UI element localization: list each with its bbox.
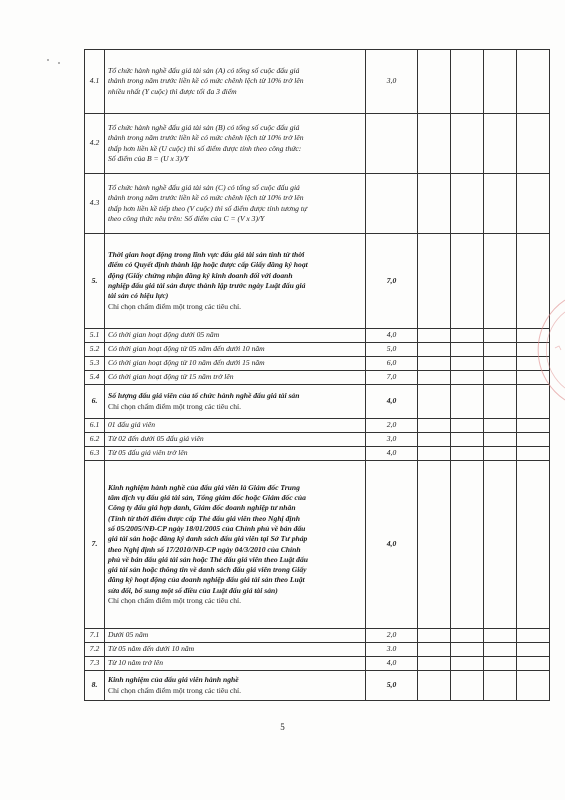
- score-input-cell[interactable]: [451, 114, 484, 174]
- max-score: 4,0: [366, 329, 418, 343]
- score-input-cell[interactable]: [517, 419, 550, 433]
- criterion-number: 5.2: [85, 343, 105, 357]
- criterion-line: 01 đấu giá viên: [108, 420, 156, 430]
- criterion-line: Có thời gian hoạt động dưới 05 năm: [108, 330, 220, 340]
- score-input-cell[interactable]: [517, 657, 550, 671]
- score-input-cell[interactable]: [418, 447, 451, 461]
- max-score: [366, 174, 418, 234]
- score-input-cell[interactable]: [484, 447, 517, 461]
- criterion-line: số 05/2005/NĐ-CP ngày 18/01/2005 của Chính phủ về bán đấu: [108, 523, 306, 533]
- score-input-cell[interactable]: [418, 433, 451, 447]
- criterion-line: theo Nghị định số 17/2010/NĐ-CP ngày 04/3/2010 của Chính: [108, 544, 301, 554]
- criterion-number: 7.2: [85, 643, 105, 657]
- max-score: 6,0: [366, 357, 418, 371]
- max-score: 5,0: [366, 343, 418, 357]
- table-row: [85, 357, 550, 371]
- score-input-cell[interactable]: [517, 447, 550, 461]
- score-input-cell[interactable]: [484, 461, 517, 629]
- scan-speck: [58, 62, 60, 64]
- criterion-line: Chỉ chọn chấm điểm một trong các tiêu chí.: [108, 685, 242, 695]
- table-row: [85, 343, 550, 357]
- criterion-line: theo công thức nêu trên: Số điểm của C = (V x 3)/Y: [108, 213, 265, 223]
- score-input-cell[interactable]: [451, 433, 484, 447]
- table-row: [85, 50, 550, 114]
- score-input-cell[interactable]: [418, 174, 451, 234]
- criterion-number: 7.: [85, 461, 105, 629]
- score-input-cell[interactable]: [484, 50, 517, 114]
- criterion-text: [105, 629, 366, 643]
- criterion-number: 6.: [85, 385, 105, 419]
- score-input-cell[interactable]: [451, 234, 484, 329]
- criterion-line: Có thời gian hoạt động từ 05 năm đến dưới 10 năm: [108, 344, 265, 354]
- score-input-cell[interactable]: [451, 50, 484, 114]
- max-score: 4,0: [366, 657, 418, 671]
- criterion-line: Tổ chức hành nghề đấu giá tài sản (C) có tổng số cuộc đấu giá: [108, 182, 300, 192]
- criterion-number: 6.1: [85, 419, 105, 433]
- criterion-line: thấp hơn liền kề (U cuộc) thì số điểm được tính theo công thức:: [108, 143, 302, 153]
- score-input-cell[interactable]: [517, 671, 550, 701]
- criterion-text: [105, 419, 366, 433]
- score-input-cell[interactable]: [517, 461, 550, 629]
- score-input-cell[interactable]: [451, 629, 484, 643]
- criterion-line: nghiệp đấu giá tài sản được thành lập trước ngày Luật đấu giá: [108, 281, 306, 290]
- table-row: [85, 671, 550, 701]
- criterion-line: Chỉ chọn chấm điểm một trong các tiêu chí.: [108, 301, 242, 311]
- criterion-line: giá tài sản hoặc đăng ký danh sách đấu giá viên tại Sở Tư pháp: [108, 534, 308, 544]
- criterion-line: thành trong năm trước liền kề có mức chênh lệch từ 10% trở lên: [108, 133, 304, 143]
- criterion-number: 8.: [85, 671, 105, 701]
- criterion-line: Kinh nghiệm của đấu giá viên hành nghề: [108, 675, 239, 685]
- max-score: 3,0: [366, 50, 418, 114]
- score-input-cell[interactable]: [418, 50, 451, 114]
- score-input-cell[interactable]: [418, 114, 451, 174]
- scoring-table: [84, 49, 550, 701]
- table-row: [85, 385, 550, 419]
- score-input-cell[interactable]: [484, 629, 517, 643]
- score-input-cell[interactable]: [451, 329, 484, 343]
- score-input-cell[interactable]: [517, 114, 550, 174]
- criterion-line: Chỉ chọn chấm điểm một trong các tiêu chí.: [108, 401, 242, 411]
- criterion-line: giá tài sản hoặc thông tin về danh sách đấu giá viên trong Giấy: [108, 565, 307, 575]
- criterion-line: Từ 05 đấu giá viên trở lên: [108, 448, 188, 458]
- table-row: [85, 114, 550, 174]
- criterion-text: [105, 174, 366, 234]
- criterion-line: Số điểm của B = (U x 3)/Y: [108, 153, 189, 163]
- score-input-cell[interactable]: [451, 385, 484, 419]
- scan-speck: [47, 59, 49, 61]
- criterion-number: 6.2: [85, 433, 105, 447]
- criterion-line: Dưới 05 năm: [108, 630, 149, 640]
- score-input-cell[interactable]: [517, 174, 550, 234]
- score-input-cell[interactable]: [484, 357, 517, 371]
- criterion-line: thấp hơn liền kề tiếp theo (V cuộc) thì số điểm được tính tương tự: [108, 203, 308, 213]
- criterion-line: Thời gian hoạt động trong lĩnh vực đấu giá tài sản tính từ thời: [108, 250, 305, 260]
- max-score: 2,0: [366, 419, 418, 433]
- table-row: [85, 461, 550, 629]
- max-score: 7,0: [366, 371, 418, 385]
- criterion-text: [105, 385, 366, 419]
- criterion-line: nhiều nhất (Y cuộc) thì được tối đa 3 điểm: [108, 86, 237, 96]
- criterion-line: Kinh nghiệm hành nghề của đấu giá viên là Giám đốc Trung: [108, 482, 300, 492]
- max-score: 2,0: [366, 629, 418, 643]
- max-score: [366, 114, 418, 174]
- max-score: 3.0: [366, 643, 418, 657]
- score-input-cell[interactable]: [517, 643, 550, 657]
- max-score: 7,0: [366, 234, 418, 329]
- table-row: [85, 643, 550, 657]
- score-input-cell[interactable]: [484, 329, 517, 343]
- score-input-cell[interactable]: [484, 433, 517, 447]
- score-input-cell[interactable]: [418, 371, 451, 385]
- criterion-line: phủ về bán đấu giá tài sản hoặc Thẻ đấu giá viên theo Luật đấu: [108, 554, 308, 564]
- score-input-cell[interactable]: [484, 657, 517, 671]
- criterion-line: Từ 02 đến dưới 05 đấu giá viên: [108, 434, 204, 444]
- score-input-cell[interactable]: [418, 385, 451, 419]
- score-input-cell[interactable]: [451, 174, 484, 234]
- criterion-line: động (Giấy chứng nhận đăng ký kinh doanh đối với doanh: [108, 270, 293, 280]
- criterion-text: [105, 371, 366, 385]
- criterion-line: Công ty đấu giá hợp danh, Giám đốc doanh nghiệp tư nhân: [108, 503, 296, 513]
- criterion-text: [105, 461, 366, 629]
- criterion-text: [105, 657, 366, 671]
- score-input-cell[interactable]: [418, 671, 451, 701]
- max-score: 5,0: [366, 671, 418, 701]
- criterion-line: Chỉ chọn chấm điểm một trong các tiêu chí.: [108, 595, 242, 605]
- table-row: [85, 629, 550, 643]
- score-input-cell[interactable]: [517, 433, 550, 447]
- score-input-cell[interactable]: [451, 343, 484, 357]
- criterion-line: tâm dịch vụ đấu giá tài sản, Tổng giám đốc hoặc Giám đốc của: [108, 493, 306, 503]
- criterion-line: điểm có Quyết định thành lập hoặc được cấp Giấy đăng ký hoạt: [108, 260, 308, 270]
- table-row: [85, 234, 550, 329]
- criterion-number: 6.3: [85, 447, 105, 461]
- table-row: [85, 329, 550, 343]
- table-row: [85, 433, 550, 447]
- score-input-cell[interactable]: [418, 629, 451, 643]
- max-score: 3,0: [366, 433, 418, 447]
- criterion-line: Tổ chức hành nghề đấu giá tài sản (B) có tổng số cuộc đấu giá: [108, 122, 300, 132]
- criterion-text: [105, 329, 366, 343]
- score-input-cell[interactable]: [484, 419, 517, 433]
- score-input-cell[interactable]: [484, 671, 517, 701]
- score-input-cell[interactable]: [418, 329, 451, 343]
- score-input-cell[interactable]: [484, 343, 517, 357]
- criterion-line: sửa đổi, bổ sung một số điều của Luật đấu giá tài sản): [108, 585, 278, 595]
- criterion-line: đăng ký hoạt động của doanh nghiệp đấu giá tài sản theo Luật: [108, 575, 305, 585]
- criterion-number: 5.1: [85, 329, 105, 343]
- criterion-line: thành trong năm trước liền kề có mức chênh lệch từ 10% trở lên: [108, 193, 304, 203]
- criterion-number: 4.1: [85, 50, 105, 114]
- criterion-line: Có thời gian hoạt động từ 10 năm đến dưới 15 năm: [108, 358, 265, 368]
- criterion-line: thành trong năm trước liền kề có mức chênh lệch từ 10% trở lên: [108, 76, 304, 86]
- criterion-number: 4.2: [85, 114, 105, 174]
- table-row: [85, 174, 550, 234]
- criterion-text: [105, 643, 366, 657]
- score-input-cell[interactable]: [418, 357, 451, 371]
- criterion-text: [105, 357, 366, 371]
- criterion-text: [105, 433, 366, 447]
- criterion-text: [105, 114, 366, 174]
- criterion-number: 5.: [85, 234, 105, 329]
- score-input-cell[interactable]: [418, 234, 451, 329]
- criterion-number: 7.3: [85, 657, 105, 671]
- criterion-line: Từ 05 năm đến dưới 10 năm: [108, 644, 195, 654]
- criterion-line: Có thời gian hoạt động từ 15 năm trở lên: [108, 372, 234, 382]
- max-score: 4,0: [366, 461, 418, 629]
- score-input-cell[interactable]: [517, 629, 550, 643]
- table-row: [85, 447, 550, 461]
- score-input-cell[interactable]: [451, 643, 484, 657]
- score-input-cell[interactable]: [418, 419, 451, 433]
- criterion-number: 5.3: [85, 357, 105, 371]
- score-input-cell[interactable]: [418, 657, 451, 671]
- score-input-cell[interactable]: [451, 371, 484, 385]
- score-input-cell[interactable]: [484, 371, 517, 385]
- criterion-text: [105, 50, 366, 114]
- criterion-text: [105, 671, 366, 701]
- criterion-number: 4.3: [85, 174, 105, 234]
- table-row: [85, 419, 550, 433]
- score-input-cell[interactable]: [484, 643, 517, 657]
- score-input-cell[interactable]: [451, 671, 484, 701]
- criterion-text: [105, 234, 366, 329]
- score-input-cell[interactable]: [451, 419, 484, 433]
- score-input-cell[interactable]: [451, 357, 484, 371]
- criterion-number: 5.4: [85, 371, 105, 385]
- score-input-cell[interactable]: [418, 643, 451, 657]
- page-number: 5: [280, 722, 285, 732]
- score-input-cell[interactable]: [418, 343, 451, 357]
- score-input-cell[interactable]: [484, 174, 517, 234]
- score-input-cell[interactable]: [451, 657, 484, 671]
- score-input-cell[interactable]: [484, 114, 517, 174]
- score-input-cell[interactable]: [484, 385, 517, 419]
- max-score: 4,0: [366, 447, 418, 461]
- criterion-line: Từ 10 năm trở lên: [108, 658, 164, 668]
- score-input-cell[interactable]: [451, 461, 484, 629]
- criterion-line: (Tính từ thời điểm được cấp Thẻ đấu giá viên theo Nghị định: [108, 513, 300, 523]
- table-row: [85, 371, 550, 385]
- criterion-text: [105, 447, 366, 461]
- criterion-text: [105, 343, 366, 357]
- criterion-number: 7.1: [85, 629, 105, 643]
- score-input-cell[interactable]: [484, 234, 517, 329]
- max-score: 4,0: [366, 385, 418, 419]
- criterion-line: Số lượng đấu giá viên của tổ chức hành nghề đấu giá tài sản: [108, 391, 300, 401]
- table-row: [85, 657, 550, 671]
- red-stamp: [525, 290, 565, 410]
- criterion-line: tài sản có hiệu lực): [108, 291, 169, 301]
- score-input-cell[interactable]: [418, 461, 451, 629]
- score-input-cell[interactable]: [451, 447, 484, 461]
- criterion-line: Tổ chức hành nghề đấu giá tài sản (A) có tổng số cuộc đấu giá: [108, 66, 300, 76]
- score-input-cell[interactable]: [517, 50, 550, 114]
